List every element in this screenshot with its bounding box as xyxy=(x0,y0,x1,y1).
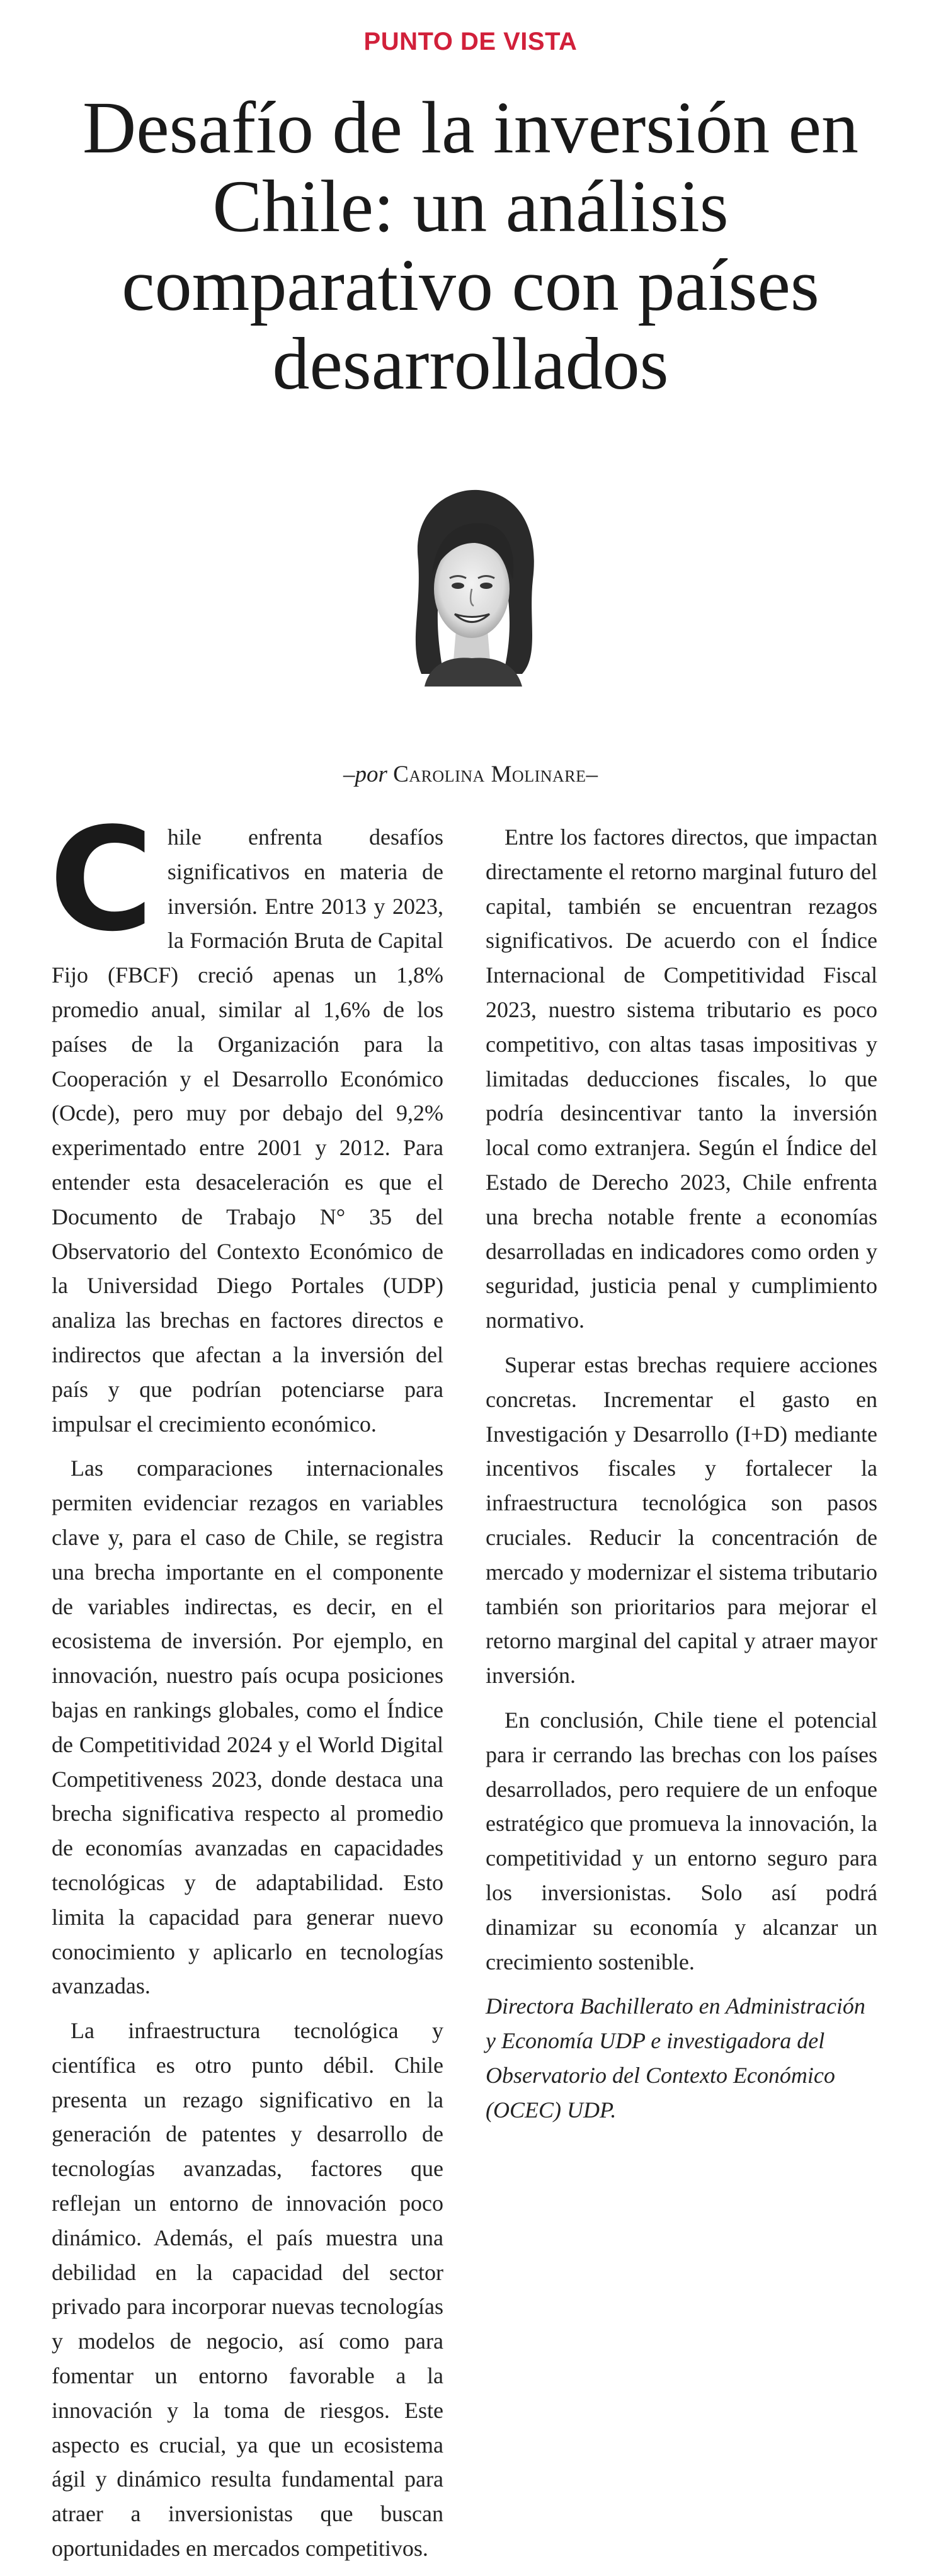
drop-cap: C xyxy=(49,797,154,963)
paragraph-1-text: hile enfrenta desafíos significativos en materia de inversión. Entre 2013 y 2023, la Formación Bruta de Capital Fijo (FBCF) creció apenas un 1,8% promedio anual, similar al 1,6% de los países de la Organización para la Cooperación y el Desarrollo Económico (Ocde), pero muy por debajo del 9,2% experimentado entre 2001 y 2012. Para entender esta desaceleración es que el Documento de Trabajo N° 35 del Observatorio del Contexto Económico de la Universidad Diego Portales (UDP) analiza las brechas en factores directos e indirectos que afectan a la inversión del país y que podrían potenciarse para impulsar el crecimiento económico. xyxy=(52,824,443,1437)
paragraph-4: Entre los factores directos, que impactan directamente el retorno marginal futuro del capital, también se encuentran rezagos significativos. De acuerdo con el Índice Internacional de Competitividad Fiscal 2023, nuestro sistema tributario es poco competitivo, con altas tasas impositivas y limitadas deducciones fiscales, lo que podría desincentivar tanto la inversión local como extranjera. Según el Índice del Estado de Derecho 2023, Chile enfrenta una brecha notable frente a economías desarrolladas en indicadores como orden y seguridad, justicia penal y cumplimiento normativo. xyxy=(486,824,877,1333)
author-portrait-icon xyxy=(393,485,550,687)
byline-prefix: –por xyxy=(343,761,387,787)
article-column-right xyxy=(486,820,877,2137)
author-portrait-illustration xyxy=(393,485,550,687)
headline: Desafío de la inversión en Chile: un análisis comparativo con países desarrollados xyxy=(82,86,859,405)
article-column-left xyxy=(49,797,443,2576)
author-signature: Directora Bachillerato en Administración y Economía UDP e investigadora del Observatorio del Contexto Económico (OCEC) UDP. xyxy=(486,1993,865,2123)
paragraph-2: Las comparaciones internacionales permiten evidenciar rezagos en variables clave y, para el caso de Chile, se registra una brecha importante en el componente de variables indirectas, es decir, en el ecosistema de inversión. Por ejemplo, en innovación, nuestro país ocupa posiciones bajas en rankings globales, como el Índice de Competitividad 2024 y el World Digital Competitiveness 2023, donde destaca una brecha significativa respecto al promedio de economías avanzadas en capacidades tecnológicas y de adaptabilidad. Esto limita la capacidad para generar nuevo conocimiento y aplicarlo en tecnologías avanzadas. xyxy=(52,1456,443,1999)
section-label: PUNTO DE VISTA xyxy=(363,28,578,55)
paragraph-3: La infraestructura tecnológica y científica es otro punto débil. Chile presenta un rezago significativo en la generación de patentes y desarrollo de tecnologías avanzadas, factores que reflejan un entorno de innovación poco dinámico. Además, el país muestra una debilidad en la capacidad del sector privado para incorporar nuevas tecnologías y modelos de negocio, así como para fomentar un entorno favorable a la innovación y la toma de riesgos. Este aspecto es crucial, ya que un ecosistema ágil y dinámico resulta fundamental para atraer a inversionistas que buscan oportunidades en mercados competitivos. xyxy=(52,2018,443,2562)
paragraph-6: En conclusión, Chile tiene el potencial para ir cerrando las brechas con los países desarrollados, pero requiere de un enfoque estratégico que promueva la innovación, la competitividad y un entorno seguro para los inversionistas. Solo así podrá dinamizar su economía y alcanzar un crecimiento sostenible. xyxy=(486,1707,877,1975)
paragraph-5: Superar estas brechas requiere acciones concretas. Incrementar el gasto en Investigación y Desarrollo (I+D) mediante incentivos fiscales y fortalecer la infraestructura tecnológica son pasos cruciales. Reducir la concentración de mercado y modernizar el sistema tributario también son prioritarios para mejorar el retorno marginal del capital y atraer mayor inversión. xyxy=(486,1352,877,1689)
byline-author: Carolina Molinare xyxy=(393,761,586,787)
paragraph-1 xyxy=(49,797,443,1441)
byline xyxy=(0,761,941,788)
byline-suffix: – xyxy=(586,761,598,787)
